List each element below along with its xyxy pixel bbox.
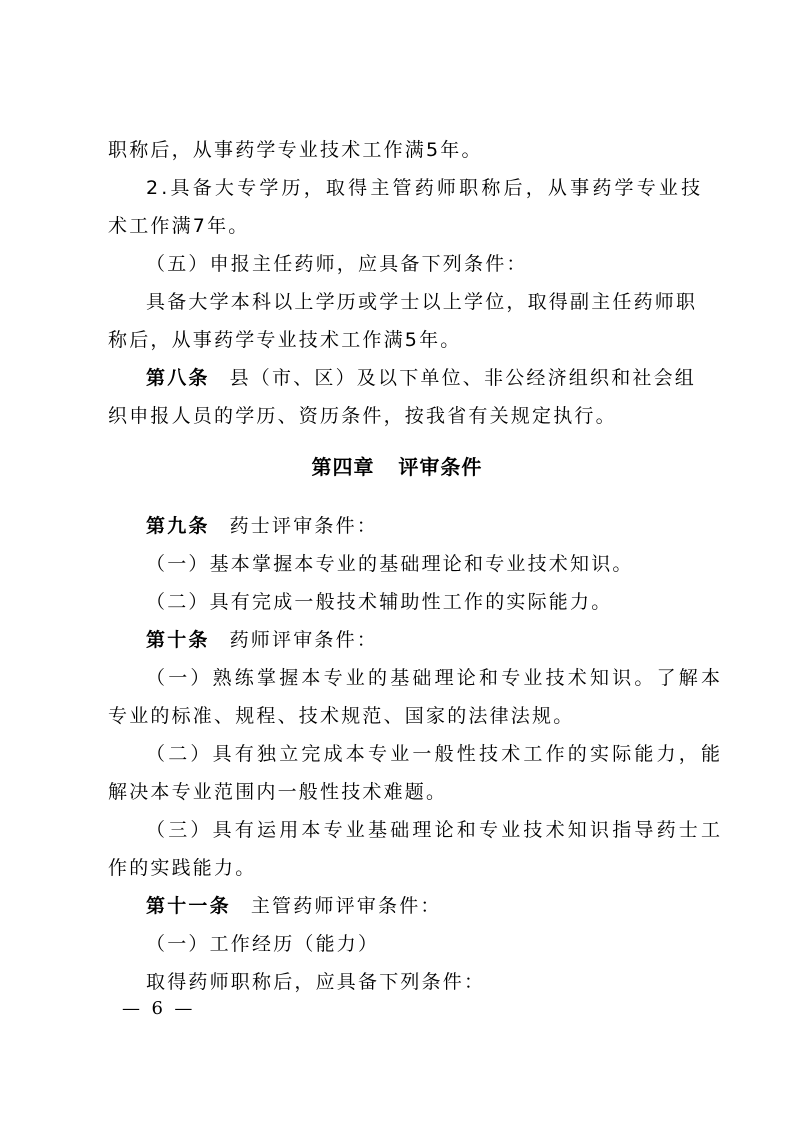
line-text: 县（市、区）及以下单位、非公经济组织和社会组 [229,367,697,389]
line-text: 称后，从事药学专业技术工作满5年。 [108,329,462,351]
line-text: （二）具有独立完成本专业一般性技术工作的实际能力，能 [146,743,724,765]
paragraph-line [108,214,250,238]
paragraph-line [146,666,723,690]
article-line [146,628,378,652]
article-line [146,366,696,390]
line-text: 2.具备大专学历，取得主管药师职称后，从事药学专业技 [146,177,704,199]
line-text: 主管药师评审条件： [250,895,442,917]
line-text: （一）工作经历（能力） [146,933,380,955]
paragraph-line [108,404,617,428]
line-text: 职称后，从事药学专业技术工作满5年。 [108,139,483,161]
paragraph-line [146,290,697,314]
article-label: 第九条 [146,515,210,537]
paragraph-line [108,780,447,804]
paragraph-line [108,856,256,880]
line-text: 术工作满7年。 [108,215,250,237]
line-text: （五）申报主任药师，应具备下列条件： [146,253,528,275]
paragraph-line [146,932,379,956]
line-text: （三）具有运用本专业基础理论和专业技术知识指导药士工 [146,819,724,841]
line-text: 解决本专业范围内一般性技术难题。 [108,781,448,803]
paragraph-line [108,138,483,162]
line-text: （二）具有完成一般技术辅助性工作的实际能力。 [146,591,613,613]
line-text: 具备大学本科以上学历或学士以上学位，取得副主任药师职 [146,291,698,313]
chapter-heading: 第四章 评审条件 [311,455,483,479]
paragraph-line [146,552,634,576]
line-text: 专业的标准、规程、技术规范、国家的法律法规。 [108,705,575,727]
line-text: 织申报人员的学历、资历条件，按我省有关规定执行。 [108,405,617,427]
paragraph-line [146,818,723,842]
article-label: 第十一条 [146,895,231,917]
paragraph-line [146,176,703,200]
article-line [146,894,442,918]
line-text: （一）基本掌握本专业的基础理论和专业技术知识。 [146,553,634,575]
paragraph-line [108,328,462,352]
paragraph-line [146,970,485,994]
article-line [146,514,378,538]
paragraph-line [146,252,528,276]
paragraph-line [146,742,723,766]
article-label: 第十条 [146,629,210,651]
paragraph-line [146,590,612,614]
line-text: 药士评审条件： [229,515,379,537]
article-label: 第八条 [146,367,210,389]
line-text: 作的实践能力。 [108,857,257,879]
line-text: 取得药师职称后，应具备下列条件： [146,971,486,993]
paragraph-line [108,704,574,728]
page-number: — 6 — [122,998,193,1019]
line-text: （一）熟练掌握本专业的基础理论和专业技术知识。了解本 [146,667,724,689]
line-text: 药师评审条件： [229,629,379,651]
